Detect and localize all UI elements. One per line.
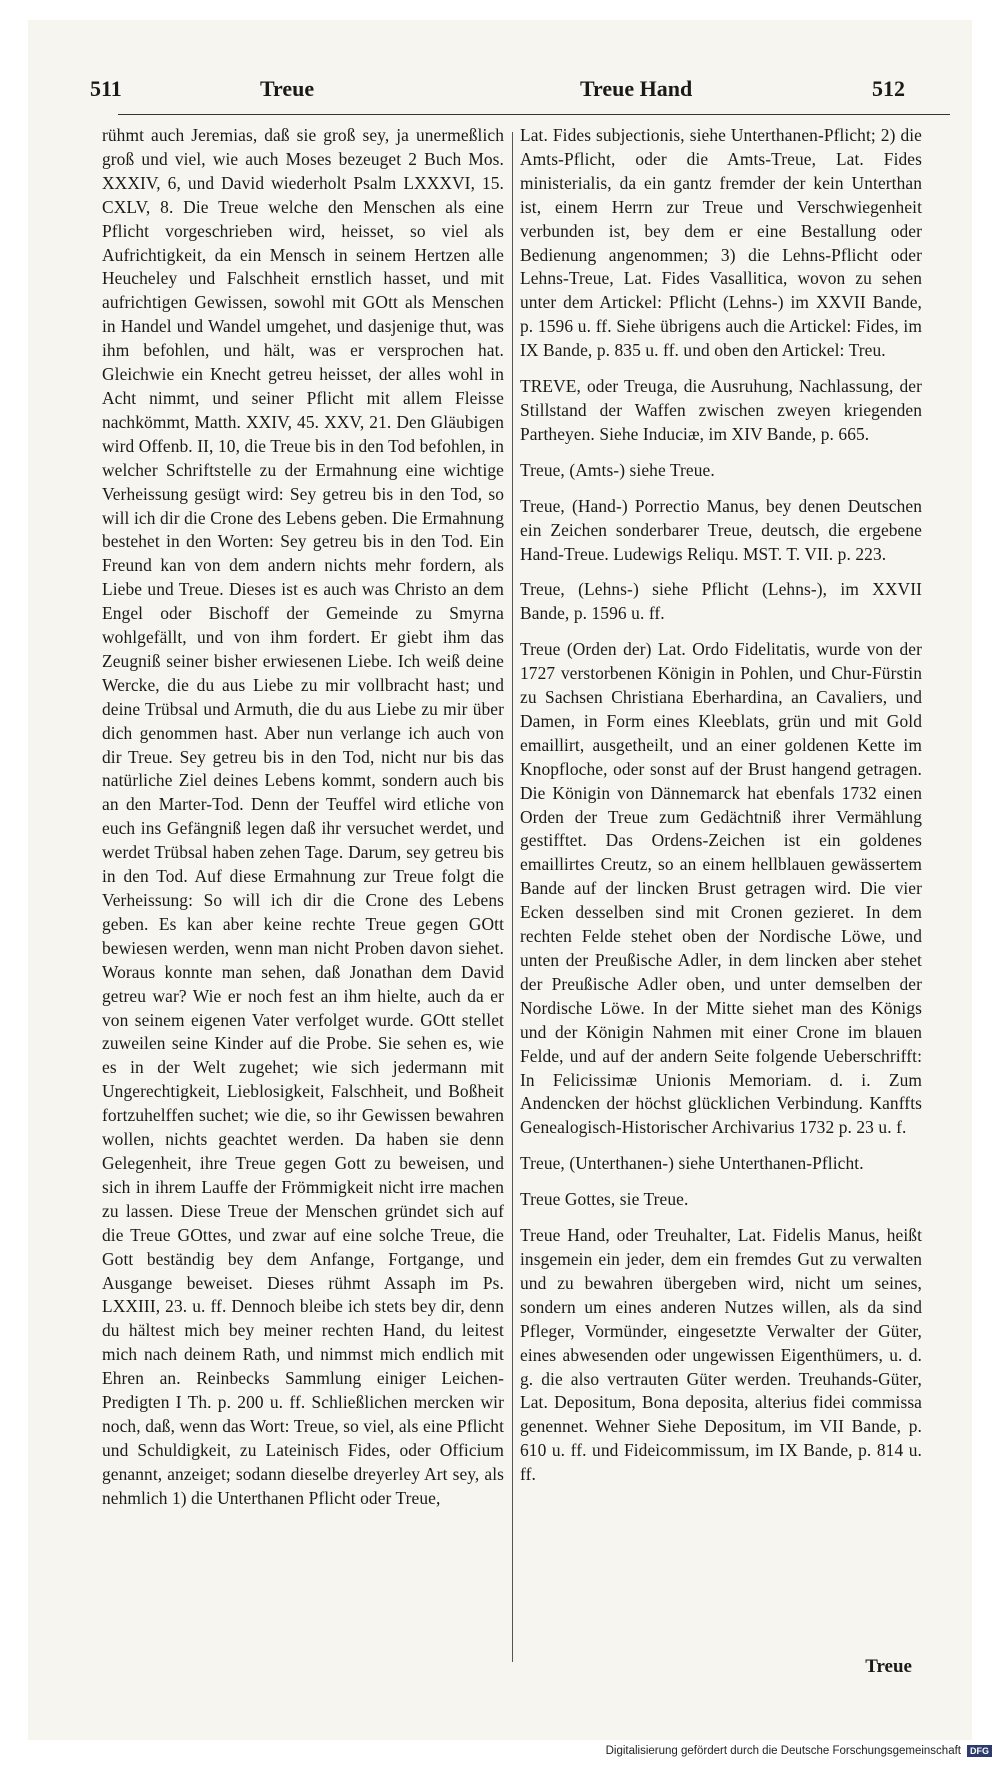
entry-treue-unterthanen: Treue, (Unterthanen-) siehe Unterthanen-Pflicht.	[520, 1153, 864, 1174]
right-column	[520, 124, 922, 1487]
dfg-logo-icon: DFG	[967, 1745, 992, 1757]
entry-treue-amts: Treue, (Amts-) siehe Treue.	[520, 459, 715, 480]
entry-treue-hand: Treue, (Hand-) Porrectio Manus, bey denen Deutschen ein Zeichen sonderbarer Treue, deutsch, die ergebene Hand-Treue. Ludewigs Reliqu. MST. T. VII. p. 223.	[520, 495, 922, 564]
right-running-title: Treue Hand	[580, 76, 693, 101]
left-paragraph: rühmt auch Jeremias, daß sie groß sey, ja unermeßlich groß und viel, wie auch Moses bezeuget 2 Buch Mos. XXXIV, 6, und David wiederholt Psalm LXXXVI, 15. CXLV, 8. Die Treue welche den Menschen als eine Pflicht vorgeschrieben wird, heisset, so viel als Aufrichtigkeit, da ein Mensch in seinem Hertzen alle Heucheley und Falschheit ernstlich hasset, und mit aufrichtigen Gewissen, sowohl mit GOtt als Menschen in Handel und Wandel umgehet, und dasjenige thut, was ihm befohlen, und hält, was er versprochen hat. Gleichwie ein Knecht getreu heisset, der alles wohl in Acht nimmt, und seiner Pflicht mit allem Fleisse nachkömmt, Matth. XXIV, 45. XXV, 21. Den Gläubigen wird Offenb. II, 10, die Treue bis in den Tod befohlen, in welcher Schriftstelle zu der Ermahnung eine wichtige Verheissung gesügt wird: Sey getreu bis in den Tod, so will ich dir die Crone des Lebens geben. Die Ermahnung bestehet in den Worten: Sey getreu bis in den Tod. Ein Freund kan von dem andern nichts mehr fordern, als Liebe und Treue. Dieses ist es auch was Christo an dem Engel oder Bischoff der Gemeinde zu Smyrna wohlgefällt, und von ihm fordert. Er giebt ihm das Zeugniß seiner bisher erwiesenen Liebe. Ich weiß deine Wercke, die du aus Liebe zu mir vollbracht hast; und deine Trübsal und Armuth, die du aus Liebe zu mir über dich genommen hast. Aber nun verlange ich auch von dir Treue. Sey getreu bis in den Tod, nicht nur bis das natürliche Ziel deines Lebens kommt, sondern auch bis an den Marter-Tod. Denn der Teuffel wird etliche von euch ins Gefängniß legen daß ihr versuchet werdet, und werdet Trübsal haben zehen Tage. Darum, sey getreu bis in den Tod. Auf diese Ermahnung zur Treue folgt die Verheissung: So will ich dir die Crone des Lebens geben. Es kan aber keine rechte Treue gegen GOtt bewiesen werden, wenn man nicht Proben davon siehet. Woraus konnte man sehen, daß Jonathan dem David getreu war? Wie er noch fest an ihm hielte, auch da er von seinem eigenen Vater verfolget wurde. GOtt stellet zuweilen seine Kinder auf die Probe. Sie sehen es, wie es in der Welt zugehet; wie sich jedermann mit Ungerechtigkeit, Lieblosigkeit, Falschheit, und Boßheit fortzuhelffen suchet; wie die, so ihr Gewissen bewahren wollen, nichts geachtet werden. Da haben sie denn Gelegenheit, ihre Treue gegen Gott zu beweisen, und sich in ihrem Lauffe der Frömmigkeit nicht irre machen zu lassen. Diese Treue der Menschen gründet sich auf die Treue GOttes, und zwar auf eine solche Treue, die Gott beständig bey dem Anfange, Fortgange, und Ausgange beweiset. Dieses rühmt Assaph im Ps. LXXIII, 23. u. ff. Dennoch bleibe ich stets bey dir, denn du hältest mich bey meiner rechten Hand, du leitest mich nach deinem Rath, und nimmst mich endlich mit Ehren an. Reinbecks Sammlung einiger Leichen-Predigten I Th. p. 200 u. ff. Schließlichen mercken wir noch, daß, wenn das Wort: Treue, so viel, als eine Pflicht und Schuldigkeit, zu Lateinisch Fides, oder Officium genannt, anzeiget; sodann dieselbe dreyerley Art sey, als nehmlich 1) die Unterthanen Pflicht oder Treue,	[102, 125, 504, 1508]
digitization-footer	[606, 1745, 992, 1757]
left-column	[102, 124, 504, 1511]
left-page-number: 511	[90, 76, 122, 101]
footer-text: Digitalisierung gefördert durch die Deutsche Forschungsgemeinschaft	[605, 1745, 961, 1757]
header-rule	[118, 114, 950, 115]
entry-treuhand: Treue Hand, oder Treuhalter, Lat. Fidelis Manus, heißt insgemein ein jeder, dem ein fremdes Gut zu verwalten und zu bewahren übergeben wird, nicht um seines, sondern um eines anderen Nutzes willen, als da sind Pfleger, Vormünder, eingesetzte Verwalter der Güter, eines abwesenden oder ungewissen Eigenthümers, u. d. g. die also vertrauten Güter werden. Treuhands-Güter, Lat. Depositum, Bona deposita, alterius fidei commissa genennet. Wehner Siehe Depositum, im VII Bande, p. 610 u. ff. und Fideicommissum, im IX Bande, p. 814 u. ff.	[520, 1225, 922, 1485]
entry-treue-lehns: Treue, (Lehns-) siehe Pflicht (Lehns-), im XXVII Bande, p. 1596 u. ff.	[520, 579, 922, 624]
column-divider	[512, 132, 513, 1662]
book-page	[28, 20, 972, 1740]
entry-treue-orden: Treue (Orden der) Lat. Ordo Fidelitatis, wurde von der 1727 verstorbenen Königin in Pohlen, und Chur-Fürstin zu Sachsen Christiana Eberhardina, an Cavaliers, und Damen, in Form eines Kleeblats, grün und mit Gold emaillirt, ausgetheilt, und an einer goldenen Kette im Knopfloche, oder sonst auf der Brust hangend getragen. Die Königin von Dännemarck hat ebenfals 1732 einen Orden der Treue zum Gedächtniß ihrer Vermählung gestifftet. Das Ordens-Zeichen ist ein goldenes emaillirtes Creutz, so an einem hellblauen gewässertem Bande auf der lincken Brust getragen wird. Die vier Ecken desselben sind mit Cronen gezieret. In dem rechten Felde stehet oben der Nordische Löwe, und unten der Preußische Adler, in dem lincken aber stehet der Preußische Adler oben, und unter demselben der Nordische Löwe. In der Mitte siehet man des Königs und der Königin Nahmen mit einer Crone im blauen Felde, und auf der andern Seite folgende Ueberschrifft: In Felicissimæ Unionis Memoriam. d. i. Zum Andencken der höchst glücklichen Verbindung. Kanffts Genealogisch-Historischer Archivarius 1732 p. 23 u. f.	[520, 639, 922, 1138]
entry-treue-gottes: Treue Gottes, sie Treue.	[520, 1189, 689, 1210]
catchword: Treue	[865, 1656, 912, 1677]
left-running-title: Treue	[260, 76, 315, 101]
right-page-number: 512	[872, 76, 905, 101]
entry-continuation: Lat. Fides subjectionis, siehe Unterthanen-Pflicht; 2) die Amts-Pflicht, oder die Amts-Treue, Lat. Fides ministerialis, da ein gantz fremder der kein Unterthan ist, einem Herrn zur Treue und Verschwiegenheit verbunden ist, bey dem er eine Bestallung oder Bedienung angenommen; 3) die Lehns-Pflicht oder Lehns-Treue, Lat. Fides Vasallitica, wovon zu sehen unter dem Artickel: Pflicht (Lehns-) im XXVII Bande, p. 1596 u. ff. Siehe übrigens auch die Artickel: Fides, im IX Bande, p. 835 u. ff. und oben den Artickel: Treu.	[520, 125, 922, 361]
entry-treve: TREVE, oder Treuga, die Ausruhung, Nachlassung, der Stillstand der Waffen zwischen zweyen kriegenden Partheyen. Siehe Induciæ, im XIV Bande, p. 665.	[520, 376, 922, 444]
